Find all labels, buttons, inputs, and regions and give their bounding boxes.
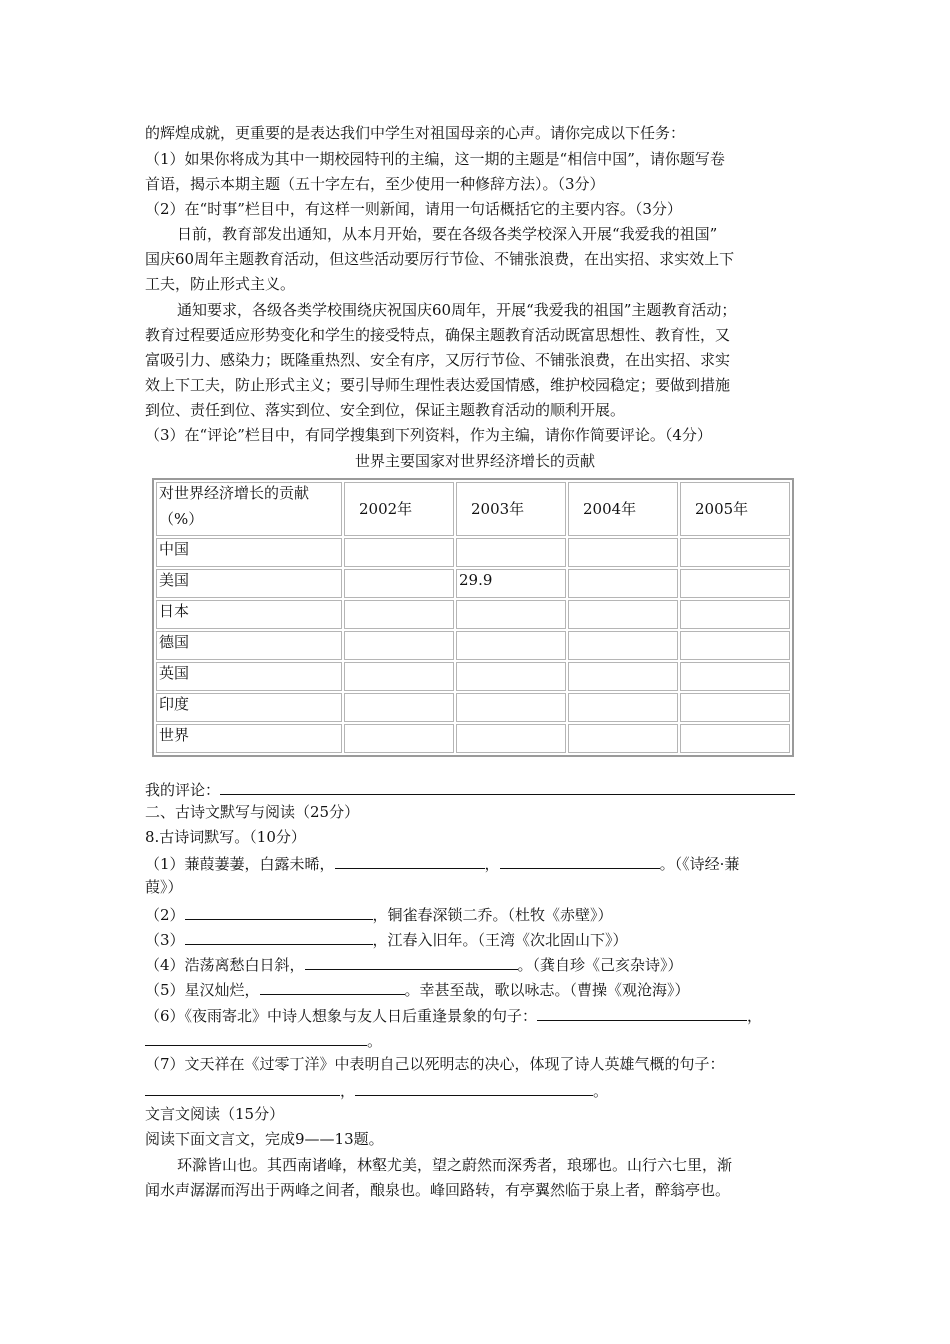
table-row — [156, 569, 790, 598]
comment-blank[interactable] — [220, 778, 795, 795]
news-p2-line: 教育过程要适应形势变化和学生的接受特点，确保主题教育活动既富思想性、教育性，又 — [145, 326, 731, 344]
q8-item6: （6）《夜雨寄北》中诗人想象与友人日后重逢景象的句子： ， — [145, 1004, 762, 1026]
news-p2-line: 效上下工夫，防止形式主义；要引导师生理性表达爱国情感，维护校园稳定；要做到措施 — [145, 376, 731, 394]
value-cell — [456, 693, 566, 722]
table-row — [156, 693, 790, 722]
news-p2-line: 通知要求，各级各类学校围绕庆祝国庆60周年，开展“我爱我的祖国”主题教育活动； — [177, 301, 737, 319]
country-cell: 印度 — [156, 693, 342, 722]
answer-blank[interactable] — [355, 1079, 593, 1096]
table-row — [156, 631, 790, 660]
q8-item5: （5）星汉灿烂， 。幸甚至哉，歌以咏志。（曹操《观沧海》） — [145, 978, 690, 1000]
answer-blank[interactable] — [500, 852, 660, 869]
news-p2-line: 到位、责任到位、落实到位、安全到位，保证主题教育活动的顺利开展。 — [145, 401, 626, 419]
value-cell — [680, 662, 790, 691]
value-cell — [344, 693, 454, 722]
value-cell — [568, 662, 678, 691]
comment-line — [145, 778, 795, 800]
news-p1-line: 日前，教育部发出通知，从本月开始，要在各级各类学校深入开展“我爱我的祖国” — [177, 225, 718, 243]
header-label: 对世界经济增长的贡献 — [159, 484, 310, 502]
year-header: 2003年 — [456, 482, 566, 536]
value-cell — [568, 693, 678, 722]
year-header: 2005年 — [680, 482, 790, 536]
classical-title: 文言文阅读（15分） — [145, 1105, 285, 1123]
answer-blank[interactable] — [335, 852, 485, 869]
year-header: 2002年 — [344, 482, 454, 536]
task1-line2: 首语，揭示本期主题（五十字左右，至少使用一种修辞方法）。（3分） — [145, 175, 605, 193]
value-cell — [344, 724, 454, 753]
news-p1-line: 国庆60周年主题教育活动，但这些活动要厉行节俭、不铺张浪费，在出实招、求实效上下 — [145, 250, 735, 268]
q8-item7-cont: ， 。 — [145, 1079, 608, 1101]
answer-blank[interactable] — [260, 978, 405, 995]
q8-item1: （1）蒹葭萋萋，白露未晞， ， 。（《诗经·蒹 — [145, 852, 739, 874]
value-cell — [456, 631, 566, 660]
q8-item2: （2） ，铜雀春深锁二乔。（杜牧《赤壁》） — [145, 903, 613, 925]
country-cell: 英国 — [156, 662, 342, 691]
table-row — [156, 724, 790, 753]
value-cell — [344, 662, 454, 691]
value-cell — [344, 538, 454, 567]
country-cell: 世界 — [156, 724, 342, 753]
q8-item1-cont: 葭》） — [145, 878, 183, 896]
q8-item4: （4）浩荡离愁白日斜， 。（龚自珍《己亥杂诗》） — [145, 953, 683, 975]
classical-instruction: 阅读下面文言文，完成9——13题。 — [145, 1130, 384, 1148]
value-cell — [680, 631, 790, 660]
country-cell: 日本 — [156, 600, 342, 629]
news-p1-line: 工夫，防止形式主义。 — [145, 275, 296, 293]
value-cell — [568, 631, 678, 660]
q8-item6-cont: 。 — [145, 1029, 382, 1051]
answer-blank[interactable] — [305, 953, 518, 970]
value-cell — [568, 600, 678, 629]
value-cell — [344, 569, 454, 598]
country-cell: 德国 — [156, 631, 342, 660]
passage-line: 环滁皆山也。其西南诸峰，林壑尤美，望之蔚然而深秀者，琅琊也。山行六七里，渐 — [177, 1156, 733, 1174]
table-row — [156, 538, 790, 567]
table-title: 世界主要国家对世界经济增长的贡献 — [354, 452, 595, 470]
value-cell: 29.9 — [456, 569, 566, 598]
answer-blank[interactable] — [537, 1004, 747, 1021]
q8-title: 8.古诗词默写。（10分） — [145, 828, 306, 846]
task3-line: （3）在“评论”栏目中，有同学搜集到下列资料，作为主编，请你作简要评论。（4分） — [145, 426, 712, 444]
header-unit: （%） — [159, 510, 204, 528]
value-cell — [456, 538, 566, 567]
value-cell — [568, 538, 678, 567]
country-cell: 美国 — [156, 569, 342, 598]
value-cell — [344, 631, 454, 660]
contribution-table — [152, 478, 794, 757]
value-cell — [456, 600, 566, 629]
value-cell — [680, 600, 790, 629]
q8-item3: （3） ，江春入旧年。（王湾《次北固山下》） — [145, 928, 628, 950]
value-cell — [568, 569, 678, 598]
task1-line1: （1）如果你将成为其中一期校园特刊的主编，这一期的主题是“相信中国”，请你题写卷 — [145, 150, 725, 168]
value-cell — [344, 600, 454, 629]
answer-blank[interactable] — [145, 1029, 367, 1046]
value-cell — [456, 662, 566, 691]
answer-blank[interactable] — [185, 903, 373, 920]
task2-line: （2）在“时事”栏目中，有这样一则新闻，请用一句话概括它的主要内容。（3分） — [145, 200, 682, 218]
value-cell — [680, 724, 790, 753]
news-p2-line: 富吸引力、感染力；既隆重热烈、安全有序，又厉行节俭、不铺张浪费，在出实招、求实 — [145, 351, 731, 369]
value-cell — [680, 538, 790, 567]
q8-item7: （7）文天祥在《过零丁洋》中表明自己以死明志的决心，体现了诗人英雄气概的句子： — [145, 1055, 725, 1073]
answer-blank[interactable] — [145, 1079, 340, 1096]
answer-blank[interactable] — [185, 928, 373, 945]
comment-label: 我的评论： — [145, 781, 221, 799]
country-cell: 中国 — [156, 538, 342, 567]
table-row — [156, 600, 790, 629]
value-cell — [680, 569, 790, 598]
value-cell — [568, 724, 678, 753]
table-header-cell — [156, 482, 342, 536]
table-row — [156, 662, 790, 691]
section2-title: 二、古诗文默写与阅读（25分） — [145, 803, 360, 821]
value-cell — [680, 693, 790, 722]
intro-line: 的辉煌成就，更重要的是表达我们中学生对祖国母亲的心声。请你完成以下任务： — [145, 124, 686, 142]
year-header: 2004年 — [568, 482, 678, 536]
table-header-row — [156, 482, 790, 536]
passage-line: 闻水声潺潺而泻出于两峰之间者，酿泉也。峰回路转，有亭翼然临于泉上者，醉翁亭也。 — [145, 1181, 731, 1199]
value-cell — [456, 724, 566, 753]
